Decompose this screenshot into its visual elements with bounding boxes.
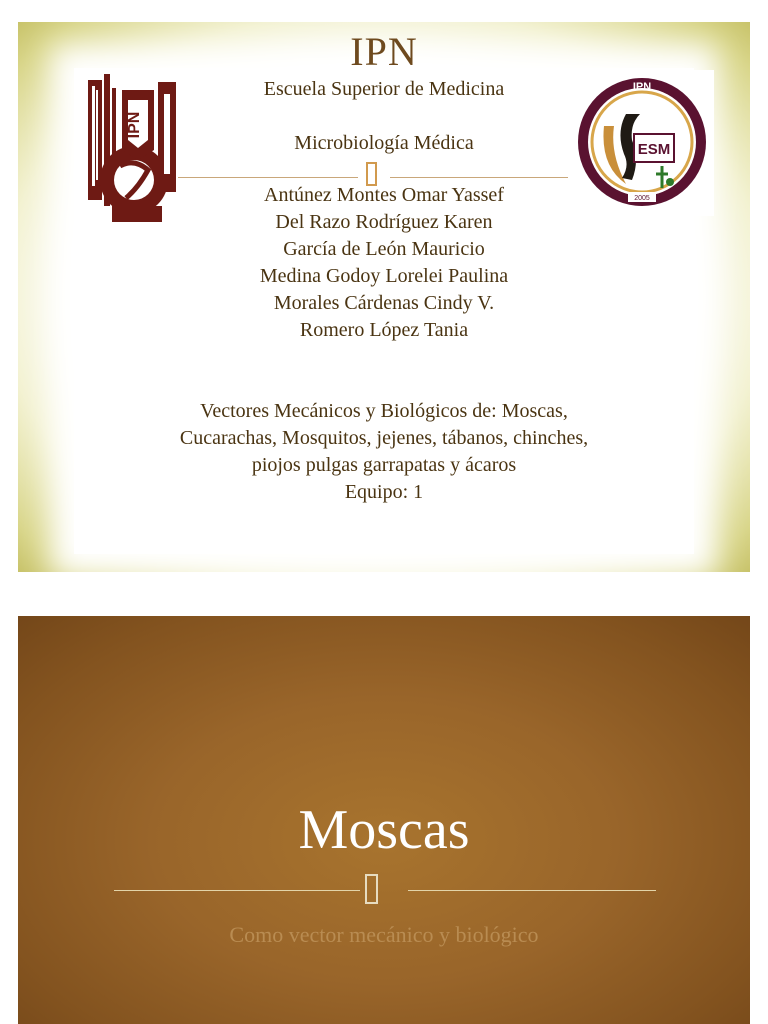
esm-seal-icon: [570, 70, 714, 216]
section-subtitle: Como vector mecánico y biológico: [229, 922, 539, 947]
author-name: Medina Godoy Lorelei Paulina: [259, 265, 509, 287]
section-title: Moscas: [298, 799, 470, 861]
subject-name: Microbiología Médica: [294, 132, 474, 154]
divider-right: [408, 890, 656, 891]
topic-line: piojos pulgas garrapatas y ácaros: [251, 454, 517, 476]
esm-seal-year: 2005: [634, 195, 650, 202]
team-label: Equipo: 1: [344, 481, 424, 503]
ipn-logo-text: IPN: [126, 111, 143, 139]
section-slide: [18, 616, 750, 1024]
author-name: Antúnez Montes Omar Yassef: [264, 184, 504, 206]
author-name: Morales Cárdenas Cindy V.: [273, 292, 495, 314]
divider-left: [178, 177, 358, 178]
divider-right: [390, 177, 568, 178]
placeholder-glyph-icon: [365, 874, 378, 904]
author-name: Romero López Tania: [299, 319, 469, 341]
topic-line: Cucarachas, Mosquitos, jejenes, tábanos, chinches,: [179, 427, 589, 449]
school-name: Escuela Superior de Medicina: [263, 78, 505, 100]
esm-seal-top-text: IPN: [632, 81, 652, 93]
author-name: Del Razo Rodríguez Karen: [275, 211, 493, 233]
divider-left: [114, 890, 360, 891]
slide-title: IPN: [350, 29, 418, 74]
title-slide: [18, 22, 750, 572]
ipn-logo-icon: [82, 70, 182, 230]
author-name: García de León Mauricio: [283, 238, 485, 260]
topic-line: Vectores Mecánicos y Biológicos de: Moscas,: [200, 400, 568, 422]
esm-seal-text: ESM: [637, 141, 671, 158]
